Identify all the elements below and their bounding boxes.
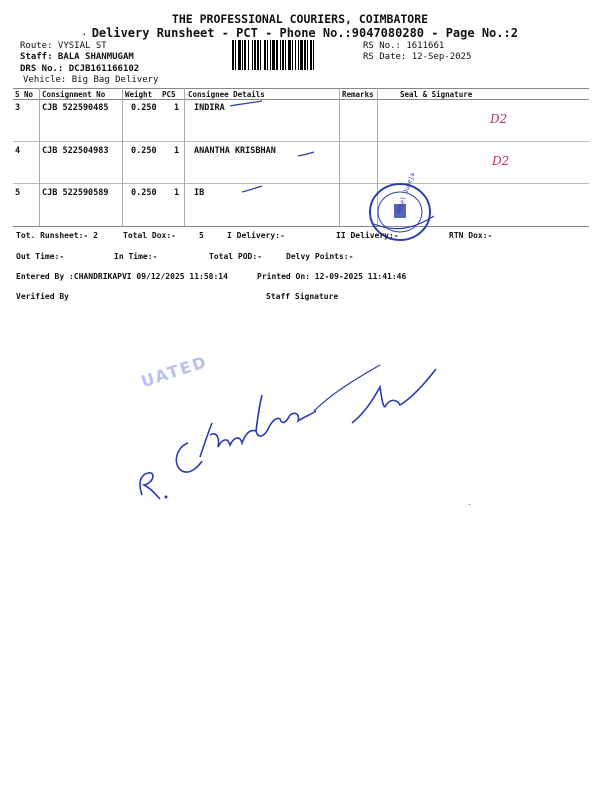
entered-by: Entered By :CHANDRIKAPVI 09/12/2025 11:58:14 (16, 272, 228, 281)
runsheet-title (0, 26, 600, 40)
stray-mark: · (467, 500, 472, 509)
faded-stamp: UATED (138, 351, 211, 392)
row-pcs: 1 (174, 146, 180, 156)
tot-runsheet: Tot. Runsheet:- 2 (16, 231, 98, 240)
row-consignee: IB (194, 188, 205, 198)
drs-number: DRS No.: DCJB161166102 (20, 64, 140, 74)
barcode (232, 40, 358, 70)
handwritten-signatures (130, 345, 450, 515)
row-consignee: INDIRA (194, 103, 225, 113)
staff-signature: Staff Signature (266, 292, 339, 301)
rs-number: RS No.: 1611661 (363, 41, 445, 51)
runsheet-title-text: Delivery Runsheet - PCT - Phone No.:9047080280 - Page No.:2 (91, 26, 518, 40)
bullet-mark: · (82, 30, 92, 39)
table-top-border (13, 88, 589, 89)
rs-date: RS Date: 12-Sep-2025 (363, 52, 472, 62)
signature-name (120, 436, 127, 437)
verified-by: Verified By (16, 292, 69, 301)
out-time: Out Time:- (16, 252, 65, 261)
row-consignment: CJB 522590589 (42, 188, 109, 198)
stamp-text: Hotel Juneja (394, 171, 417, 216)
column-divider (122, 88, 123, 226)
row-consignee: ANANTHA KRISBHAN (194, 146, 276, 156)
row-sno: 4 (15, 146, 21, 156)
row-weight: 0.250 (131, 188, 157, 198)
column-divider (184, 88, 185, 226)
col-header-weight: Weight (125, 90, 153, 99)
column-divider (339, 88, 340, 226)
i-delivery: I Delivery:- (227, 231, 285, 240)
delvy-points: Delvy Points:- (286, 252, 354, 261)
row-remark-mark: D2 (490, 112, 508, 126)
total-pod: Total POD:- (209, 252, 262, 261)
column-divider (39, 88, 40, 226)
route-label: Route: VYSIAL ST (20, 41, 107, 51)
col-header-sno: S No (15, 90, 34, 99)
ink-tick (242, 186, 262, 192)
col-header-consignment: Consignment No (42, 90, 106, 99)
ink-ticks (230, 96, 320, 206)
staff-label: Staff: BALA SHANMUGAM (20, 52, 134, 62)
col-header-consignee: Consignee Details (188, 90, 265, 99)
row-sno: 3 (15, 103, 21, 113)
ink-tick (230, 101, 262, 106)
row-pcs: 1 (174, 188, 180, 198)
total-dox-label: Total Dox:- (123, 231, 176, 240)
ii-delivery: II Delivery:- (336, 231, 399, 240)
row-consignment: CJB 522504983 (42, 146, 109, 156)
row-sno: 5 (15, 188, 21, 198)
col-header-seal-signature: Seal & Signature (400, 90, 473, 99)
table-bottom-border (13, 226, 589, 227)
total-dox-value: 5 (199, 231, 204, 240)
rtn-dox: RTN Dox:- (449, 231, 493, 240)
row-pcs: 1 (174, 103, 180, 113)
vehicle-label: Vehicle: Big Bag Delivery (23, 75, 159, 85)
col-header-remarks: Remarks (342, 90, 374, 99)
row-weight: 0.250 (131, 103, 157, 113)
row-weight: 0.250 (131, 146, 157, 156)
in-time: In Time:- (114, 252, 158, 261)
company-title: THE PROFESSIONAL COURIERS, COIMBATORE (171, 12, 429, 26)
row-consignment: CJB 522590485 (42, 103, 109, 113)
printed-on: Printed On: 12-09-2025 11:41:46 (257, 272, 407, 281)
ink-tick (298, 152, 314, 156)
barcode-bar (314, 40, 317, 70)
row-remark-mark: D2 (492, 154, 510, 168)
col-header-pcs: PCS (162, 90, 176, 99)
